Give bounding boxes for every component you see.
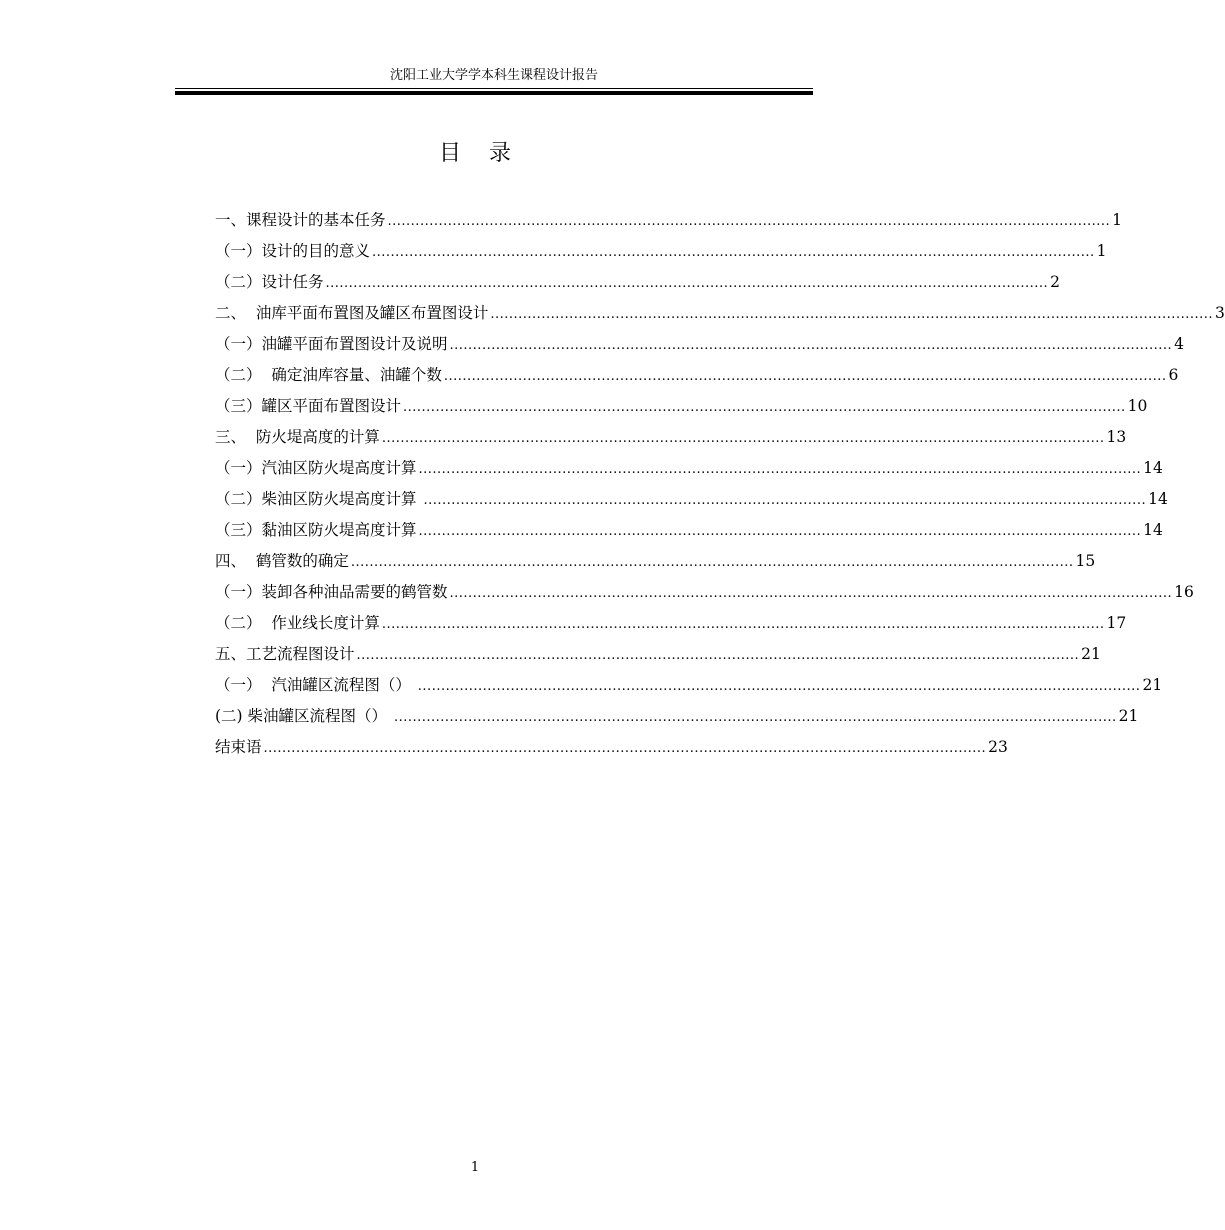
toc-entry[interactable]	[215, 364, 1179, 386]
toc-entry[interactable]	[215, 705, 1139, 727]
toc-entry-label: （二） 确定油库容量、油罐个数	[215, 366, 442, 384]
toc-dot-leader: ............................................................................................................................................................	[417, 679, 1141, 694]
toc-entry[interactable]	[215, 488, 1168, 510]
toc-entry-page: 2	[1050, 273, 1061, 291]
toc-entry-label: （一）装卸各种油品需要的鹤管数	[215, 583, 448, 601]
toc-entry[interactable]	[215, 426, 1127, 448]
toc-entry[interactable]	[215, 395, 1148, 417]
toc-entry-page: 4	[1174, 335, 1185, 353]
toc-dot-leader: ............................................................................................................................................................	[381, 617, 1105, 632]
toc-dot-leader: ............................................................................................................................................................	[418, 462, 1142, 477]
toc-entry[interactable]	[215, 457, 1163, 479]
toc-entry-label: （三）黏油区防火堤高度计算	[215, 521, 417, 539]
toc-dot-leader: ............................................................................................................................................................	[449, 338, 1173, 353]
toc-entry-label: 结束语	[215, 738, 262, 756]
toc-dot-leader: ............................................................................................................................................................	[393, 710, 1117, 725]
toc-entry[interactable]	[215, 240, 1107, 262]
toc-entry-page: 23	[988, 738, 1008, 756]
toc-entry-page: 16	[1174, 583, 1194, 601]
toc-dot-leader: ............................................................................................................................................................	[263, 741, 987, 756]
toc-entry-page: 3	[1215, 304, 1225, 322]
toc-dot-leader: ............................................................................................................................................................	[356, 648, 1080, 663]
toc-entry[interactable]	[215, 333, 1185, 355]
toc-entry-page: 14	[1148, 490, 1168, 508]
toc-entry[interactable]	[215, 674, 1163, 696]
toc-entry-label: 四、 鹤管数的确定	[215, 552, 349, 570]
toc-dot-leader: ............................................................................................................................................................	[490, 307, 1214, 322]
toc-entry[interactable]	[215, 519, 1163, 541]
toc-entry-page: 13	[1106, 428, 1127, 446]
toc-dot-leader: ............................................................................................................................................................	[443, 369, 1167, 384]
toc-entry-page: 10	[1127, 397, 1148, 415]
toc-entry-page: 21	[1118, 707, 1139, 725]
toc-entry-label: 二、 油库平面布置图及罐区布置图设计	[215, 304, 489, 322]
toc-entry-page: 21	[1142, 676, 1163, 694]
toc-entry[interactable]	[215, 271, 1061, 293]
toc-entry[interactable]	[215, 302, 1225, 324]
toc-entry-label: 五、工艺流程图设计	[215, 645, 355, 663]
toc-entry[interactable]	[215, 581, 1194, 603]
toc-dot-leader: ............................................................................................................................................................	[325, 276, 1049, 291]
toc-entry-page: 6	[1168, 366, 1179, 384]
running-header: 沈阳工业大学学本科生课程设计报告	[389, 68, 598, 83]
page-number: 1	[470, 1160, 480, 1175]
toc-dot-leader: ............................................................................................................................................................	[350, 555, 1074, 570]
toc-entry-label: （三）罐区平面布置图设计	[215, 397, 402, 415]
toc-entry-label: （一）油罐平面布置图设计及说明	[215, 335, 448, 353]
toc-entry-page: 14	[1143, 459, 1163, 477]
toc-entry[interactable]	[215, 550, 1096, 572]
toc-dot-leader: ............................................................................................................................................................	[372, 245, 1095, 260]
toc-entry-label: （一）设计的目的意义	[215, 242, 371, 260]
toc-entry-label: 三、 防火堤高度的计算	[215, 428, 380, 446]
toc-entry-page: 1	[1096, 242, 1107, 260]
toc-entry-page: 15	[1075, 552, 1096, 570]
toc-title: 目录	[438, 141, 539, 166]
toc-entry-label: （一） 汽油罐区流程图（）	[215, 676, 416, 694]
toc-entry-label: （二） 作业线长度计算	[215, 614, 380, 632]
toc-dot-leader: ............................................................................................................................................................	[449, 586, 1173, 601]
toc-entry-label: (二) 柴油罐区流程图（）	[215, 707, 392, 725]
toc-entry-page: 21	[1081, 645, 1101, 663]
toc-entry[interactable]	[215, 209, 1123, 231]
toc-entry-page: 17	[1106, 614, 1127, 632]
toc-entry[interactable]	[215, 736, 1008, 758]
header-rule-thin	[175, 88, 813, 89]
toc-dot-leader: ............................................................................................................................................................	[381, 431, 1105, 446]
toc-dot-leader: ............................................................................................................................................................	[423, 493, 1147, 508]
toc-entry[interactable]	[215, 643, 1101, 665]
toc-entry-page: 14	[1143, 521, 1163, 539]
toc-dot-leader: ............................................................................................................................................................	[403, 400, 1126, 415]
header-rule-thick	[175, 91, 813, 95]
toc-dot-leader: ............................................................................................................................................................	[418, 524, 1142, 539]
toc-entry[interactable]	[215, 612, 1127, 634]
toc-entry-label: （二）柴油区防火堤高度计算	[215, 490, 422, 508]
toc-entry-page: 1	[1112, 211, 1123, 229]
toc-entry-label: （二）设计任务	[215, 273, 324, 291]
toc-dot-leader: ............................................................................................................................................................	[387, 214, 1111, 229]
toc-entry-label: 一、课程设计的基本任务	[215, 211, 386, 229]
toc-entry-label: （一）汽油区防火堤高度计算	[215, 459, 417, 477]
